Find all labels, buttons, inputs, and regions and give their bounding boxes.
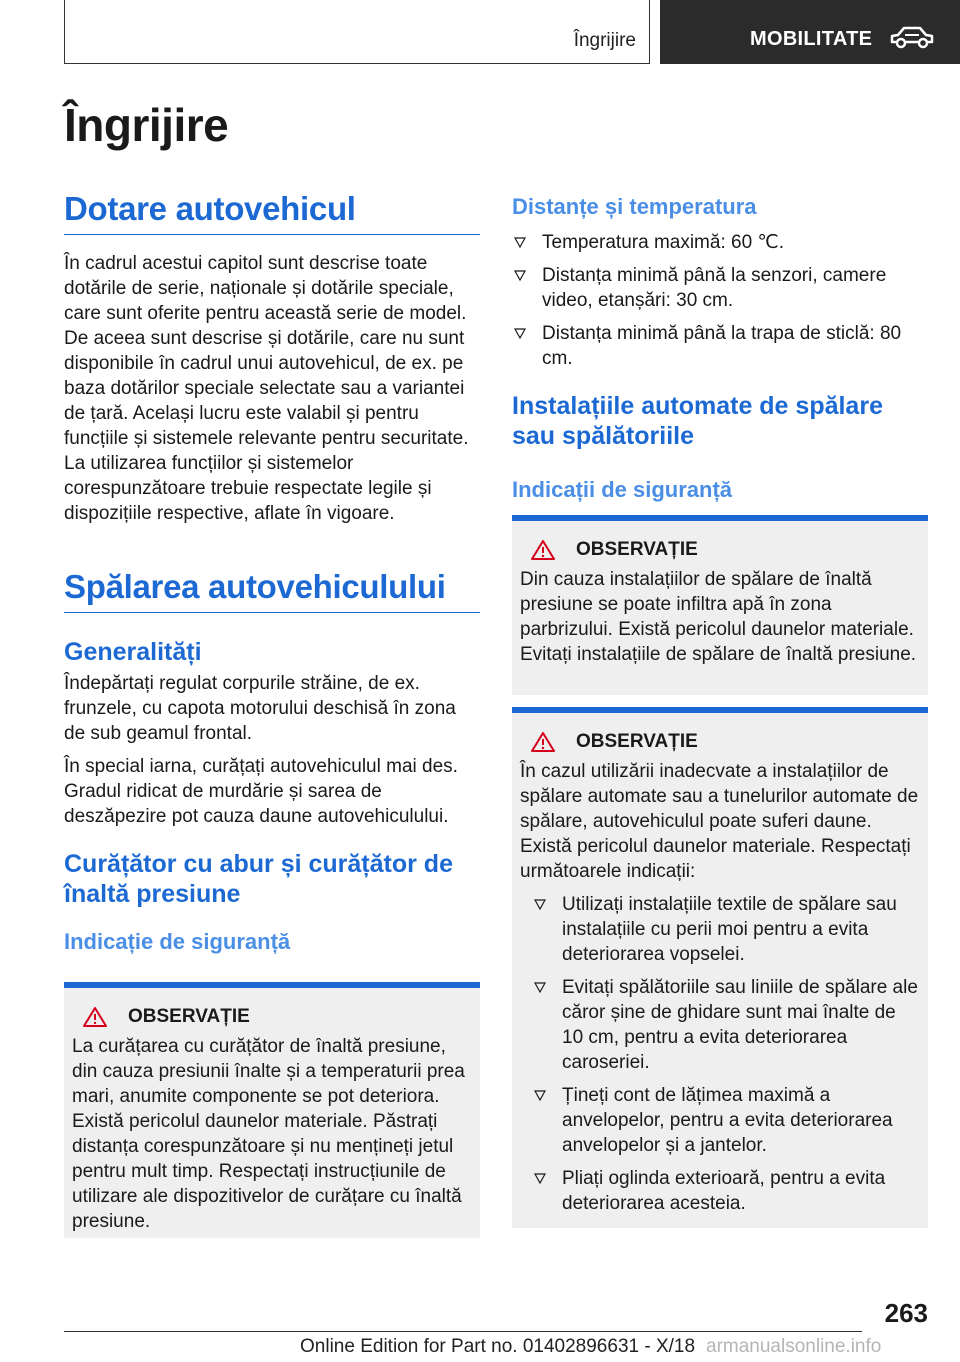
- list-item: Distanța minimă până la trapa de sticlă: 80 cm.: [512, 321, 928, 371]
- page-title: Îngrijire: [64, 99, 229, 151]
- warning-triangle-icon: [530, 539, 556, 561]
- heading-indicatie-siguranta: Indicație de siguranță: [64, 929, 291, 954]
- list-item: Distanța minimă până la senzori, camere video, etanșări: 30 cm.: [512, 263, 928, 313]
- warning-box-automatic-wash: [512, 707, 928, 1228]
- header-chapter-tab: [660, 0, 960, 64]
- footer-edition: Online Edition for Part no. 01402896631 - X/18: [300, 1336, 696, 1357]
- warning-box-high-pressure: [64, 982, 480, 1238]
- list-item: Temperatura maximă: 60 ℃.: [512, 230, 928, 255]
- bullet-triangle-icon: [534, 1089, 546, 1101]
- heading-distante-temperatura: Distanțe și temperatura: [512, 194, 757, 219]
- header-chapter-label: MOBILITATE: [750, 28, 873, 50]
- bullet-triangle-icon: [534, 981, 546, 993]
- bullet-triangle-icon: [514, 236, 526, 248]
- warning-triangle-icon: [82, 1006, 108, 1028]
- list-item: Utilizați instalațiile textile de spălare sau instalațiile cu perii moi pentru a evita deteriorarea vopselei.: [532, 892, 920, 967]
- heading-indicatii-siguranta: Indicații de siguranță: [512, 477, 733, 502]
- footer-site-watermark: armanualsonline.info: [706, 1336, 882, 1357]
- heading-curatator-abur: Curățător cu abur și curățător de înaltă presiune: [64, 850, 453, 908]
- bullet-triangle-icon: [514, 327, 526, 339]
- list-item: Pliați oglinda exterioară, pentru a evita deteriorarea acesteia.: [532, 1166, 920, 1216]
- list-item: Evitați spălătoriile sau liniile de spălare ale căror șine de ghidare sunt mai înalte de 10 cm, pentru a evita deteriorarea caroseriei.: [532, 975, 920, 1075]
- warning-triangle-icon: [530, 731, 556, 753]
- car-icon: [888, 24, 936, 50]
- warning-box-windshield: [512, 515, 928, 695]
- heading-dotare-autovehicul: Dotare autovehicul: [64, 190, 480, 235]
- header-frame: [64, 0, 650, 64]
- heading-spalarea-autovehiculului: Spălarea autovehiculului: [64, 568, 480, 613]
- list-item: Țineți cont de lățimea maximă a anvelopelor, pentru a evita deteriorarea anvelopelor și a jantelor.: [532, 1083, 920, 1158]
- bullet-triangle-icon: [514, 269, 526, 281]
- warning-text: La curățarea cu curățător de înaltă presiune, din cauza presiunii înalte și a temperaturii prea mari, anumite componente se pot deteriora. Există pericolul daunelor materiale. Păstrați distanța corespunzătoare și nu mențineți jetul pentru mult timp. Respectați instrucțiunile de utilizare ale dispozitivelor de curățare cu înaltă presiune.: [72, 1036, 465, 1232]
- header-section-title: Îngrijire: [573, 30, 636, 51]
- heading-generalitati: Generalități: [64, 638, 202, 666]
- distante-list: [512, 230, 928, 371]
- warning-text: Din cauza instalațiilor de spălare de înaltă presiune se poate infiltra apă în zona parbrizului. Există pericolul daunelor materiale. Evitați instalațiile de spălare de înaltă presiune.: [520, 569, 917, 665]
- warning-title: OBSERVAȚIE: [128, 1006, 250, 1027]
- wash-guidance-list: [520, 892, 920, 1216]
- bullet-triangle-icon: [534, 1172, 546, 1184]
- bullet-triangle-icon: [534, 898, 546, 910]
- page-number: 263: [884, 1298, 928, 1328]
- generalitati-paragraph-2: În special iarna, curățați autovehiculul mai des. Gradul ridicat de murdărie și sarea de deszăpezire pot cauza daune autovehiculului.: [64, 756, 458, 827]
- warning-title: OBSERVAȚIE: [576, 731, 698, 752]
- generalitati-paragraph-1: Îndepărtați regulat corpurile străine, de ex. frunzele, cu capota motorului deschisă în zona de sub geamul frontal.: [64, 673, 456, 744]
- footer-divider: [64, 1331, 862, 1332]
- warning-title: OBSERVAȚIE: [576, 539, 698, 560]
- warning-text: În cazul utilizării inadecvate a instalațiilor de spălare automate sau a tunelurilor automate de spălare, autovehiculul poate suferi daune. Există pericolul daunelor materiale. Respectați următoarele indicații:: [520, 761, 919, 882]
- dotare-paragraph: În cadrul acestui capitol sunt descrise toate dotările de serie, naționale și dotările speciale, care sunt oferite pentru această serie de model. De aceea sunt descrise și dotările, care nu sunt disponibile în cadrul unui autovehicul, de ex. pe baza dotărilor speciale selectate sau a variantei de țară. Același lucru este valabil și pentru funcțiile și sistemele relevante pentru securitate. La utilizarea funcțiilor și sistemelor corespunzătoare trebuie respectate legile și dispozițiile respective, aflate în vigoare.: [64, 253, 469, 524]
- heading-instalatii-automate: Instalațiile automate de spălare sau spălătoriile: [512, 392, 883, 450]
